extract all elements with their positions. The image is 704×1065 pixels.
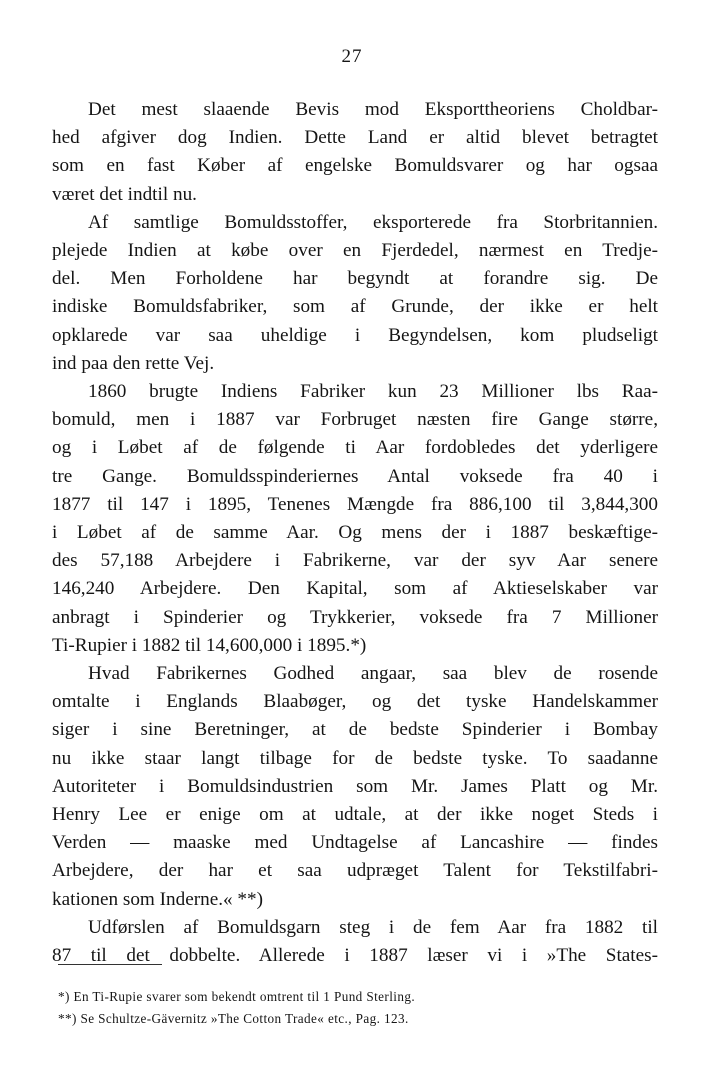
text-line: des 57,188 Arbejdere i Fabrikerne, var der syv Aar senere — [52, 550, 658, 572]
text-line: Henry Lee er enige om at udtale, at der ikke noget Steds i — [52, 804, 658, 826]
text-line: Autoriteter i Bomuldsindustrien som Mr. James Platt og Mr. — [52, 775, 658, 797]
text-line: 87 til det dobbelte. Allerede i 1887 læser vi i »The States- — [52, 945, 658, 967]
text-line: 1860 brugte Indiens Fabriker kun 23 Millioner lbs Raa- — [88, 381, 658, 403]
paragraph — [52, 378, 658, 660]
text-line: og i Løbet af de følgende ti Aar fordobledes det yderligere — [52, 437, 658, 459]
text-line: opklarede var saa uheldige i Begyndelsen, kom pludseligt — [52, 324, 658, 346]
footnote: *) En Ti-Rupie svarer som bekendt omtrent til 1 Pund Sterling. — [58, 989, 416, 1004]
text-line: tre Gange. Bomuldsspinderiernes Antal voksede fra 40 i — [52, 465, 658, 487]
text-line: Udførslen af Bomuldsgarn steg i de fem Aar fra 1882 til — [88, 916, 658, 938]
text-line: indiske Bomuldsfabriker, som af Grunde, der ikke er helt — [52, 296, 658, 318]
text-line: kationen som Inderne.« **) — [52, 888, 264, 910]
text-line: som en fast Køber af engelske Bomuldsvarer og har ogsaa — [52, 155, 658, 177]
paragraph — [52, 209, 658, 378]
page-number: 27 — [341, 46, 363, 67]
footnote: **) Se Schultze-Gävernitz »The Cotton Trade« etc., Pag. 123. — [58, 1011, 409, 1026]
text-line: Det mest slaaende Bevis mod Eksporttheoriens Choldbar- — [88, 99, 658, 120]
text-line: ind paa den rette Vej. — [52, 352, 215, 374]
text-line: Af samtlige Bomuldsstoffer, eksporterede fra Storbritannien. — [88, 211, 658, 233]
text-line: været det indtil nu. — [52, 183, 197, 205]
paragraph — [52, 660, 658, 914]
text-line: Verden — maaske med Undtagelse af Lancashire — findes — [52, 832, 658, 854]
paragraph — [52, 96, 658, 209]
text-line: nu ikke staar langt tilbage for de bedste tyske. To saadanne — [52, 747, 658, 769]
footnotes — [58, 986, 658, 1030]
text-line: Hvad Fabrikernes Godhed angaar, saa blev de rosende — [88, 663, 658, 685]
text-line: 1877 til 147 i 1895, Tenenes Mængde fra 886,100 til 3,844,300 — [52, 493, 658, 515]
body-text — [52, 96, 658, 970]
text-line: plejede Indien at købe over en Fjerdedel, nærmest en Tredje- — [52, 240, 658, 262]
text-line: Ti-Rupier i 1882 til 14,600,000 i 1895.*) — [52, 634, 367, 656]
text-line: bomuld, men i 1887 var Forbruget næsten fire Gange større, — [52, 409, 658, 431]
text-line: 146,240 Arbejdere. Den Kapital, som af Aktieselskaber var — [52, 578, 658, 600]
text-line: omtalte i Englands Blaabøger, og det tyske Handelskammer — [52, 691, 658, 713]
text-line: Arbejdere, der har et saa udpræget Talent for Tekstilfabri- — [52, 860, 658, 882]
text-line: siger i sine Beretninger, at de bedste Spinderier i Bombay — [52, 719, 658, 741]
footnote-divider — [58, 964, 162, 965]
text-line: hed afgiver dog Indien. Dette Land er altid blevet betragtet — [52, 127, 658, 149]
paragraph — [52, 914, 658, 970]
text-line: i Løbet af de samme Aar. Og mens der i 1887 beskæftige- — [52, 522, 658, 544]
text-line: del. Men Forholdene har begyndt at forandre sig. De — [52, 268, 658, 290]
text-line: anbragt i Spinderier og Trykkerier, voksede fra 7 Millioner — [52, 606, 658, 628]
